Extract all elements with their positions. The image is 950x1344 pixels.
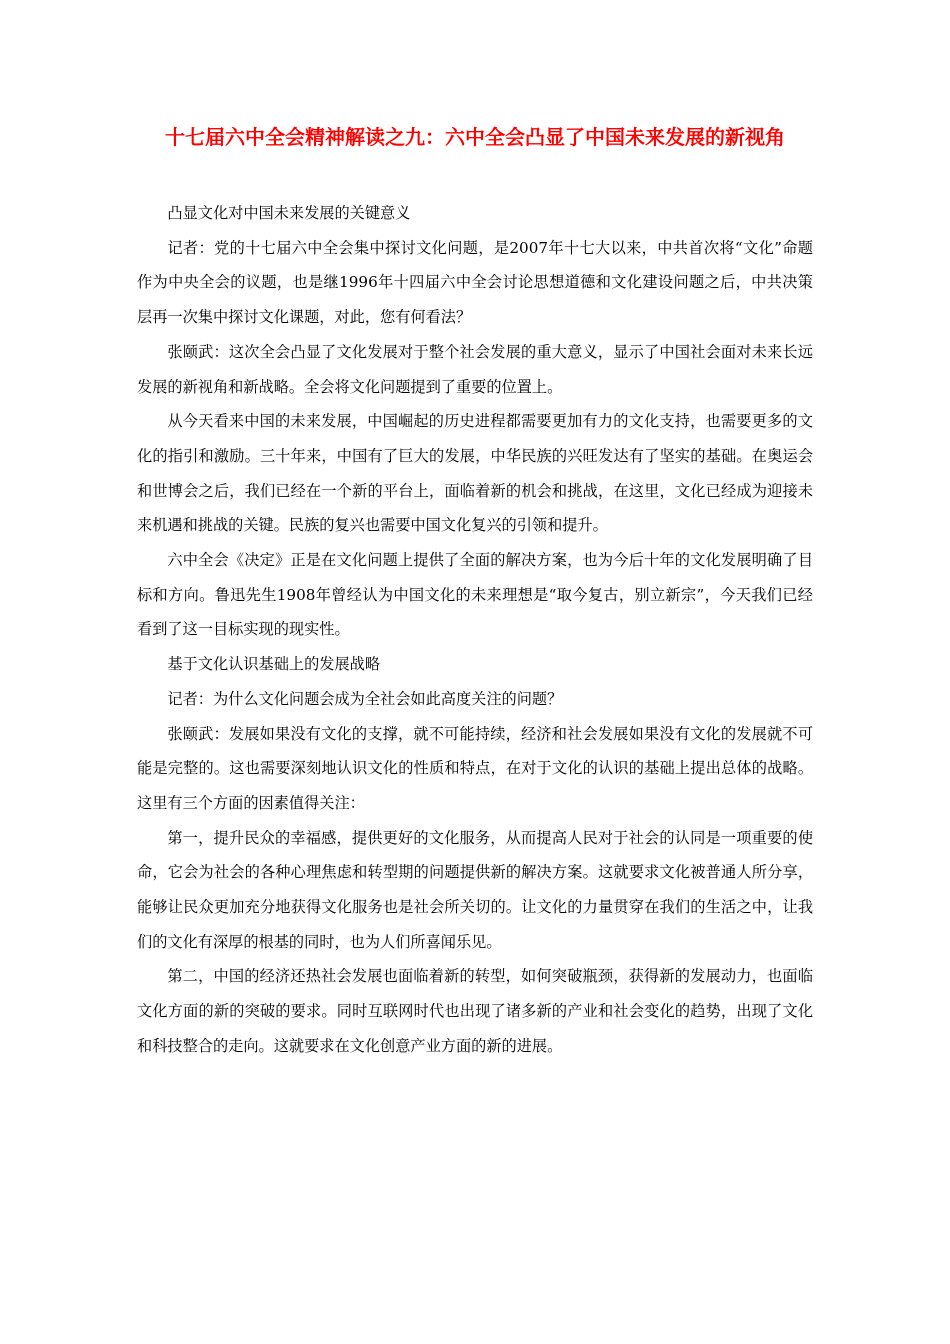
paragraph: 六中全会《决定》正是在文化问题上提供了全面的解决方案，也为今后十年的文化发展明确了目标和方向。鲁迅先生1908年曾经认为中国文化的未来理想是“取今复古，别立新宗”，今天我们已经看到了这一目标实现的现实性。 [137,551,813,639]
paragraph: 第一，提升民众的幸福感，提供更好的文化服务，从而提高人民对于社会的认同是一项重要的使命，它会为社会的各种心理焦虑和转型期的问题提供新的解决方案。这就要求文化被普通人所分享，能够让民众更加充分地获得文化服务也是社会所关切的。让文化的力量贯穿在我们的生活之中，让我们的文化有深厚的根基的同时，也为人们所喜闻乐见。 [137,828,813,951]
document-title: 十七届六中全会精神解读之九：六中全会凸显了中国未来发展的新视角 [165,125,785,149]
paragraph: 第二，中国的经济还热社会发展也面临着新的转型，如何突破瓶颈，获得新的发展动力，也面临文化方面的新的突破的要求。同时互联网时代也出现了诸多新的产业和社会变化的趋势，出现了文化和科技整合的走向。这就要求在文化创意产业方面的新的进展。 [137,967,813,1055]
paragraph: 记者：为什么文化问题会成为全社会如此高度关注的问题？ [167,689,563,708]
document-body [137,196,813,1064]
paragraph: 从今天看来中国的未来发展，中国崛起的历史进程都需要更加有力的文化支持，也需要更多的文化的指引和激励。三十年来，中国有了巨大的发展，中华民族的兴旺发达有了坚实的基础。在奥运会和世博会之后，我们已经在一个新的平台上，面临着新的机会和挑战，在这里，文化已经成为迎接未来机遇和挑战的关键。民族的复兴也需要中国文化复兴的引领和提升。 [137,412,813,535]
section-heading: 凸显文化对中国未来发展的关键意义 [167,204,411,222]
section-heading: 基于文化认识基础上的发展战略 [167,655,381,674]
paragraph: 张颐武：发展如果没有文化的支撑，就不可能持续，经济和社会发展如果没有文化的发展就不可能是完整的。这也需要深刻地认识文化的性质和特点，在对于文化的认识的基础上提出总体的战略。这里有三个方面的因素值得关注： [137,724,813,812]
paragraph: 记者：党的十七届六中全会集中探讨文化问题，是2007年十七大以来，中共首次将“文化”命题作为中央全会的议题，也是继1996年十四届六中全会讨论思想道德和文化建设问题之后，中共决策层再一次集中探讨文化课题，对此，您有何看法？ [137,238,813,327]
paragraph: 张颐武：这次全会凸显了文化发展对于整个社会发展的重大意义，显示了中国社会面对未来长远发展的新视角和新战略。全会将文化问题提到了重要的位置上。 [137,342,813,396]
